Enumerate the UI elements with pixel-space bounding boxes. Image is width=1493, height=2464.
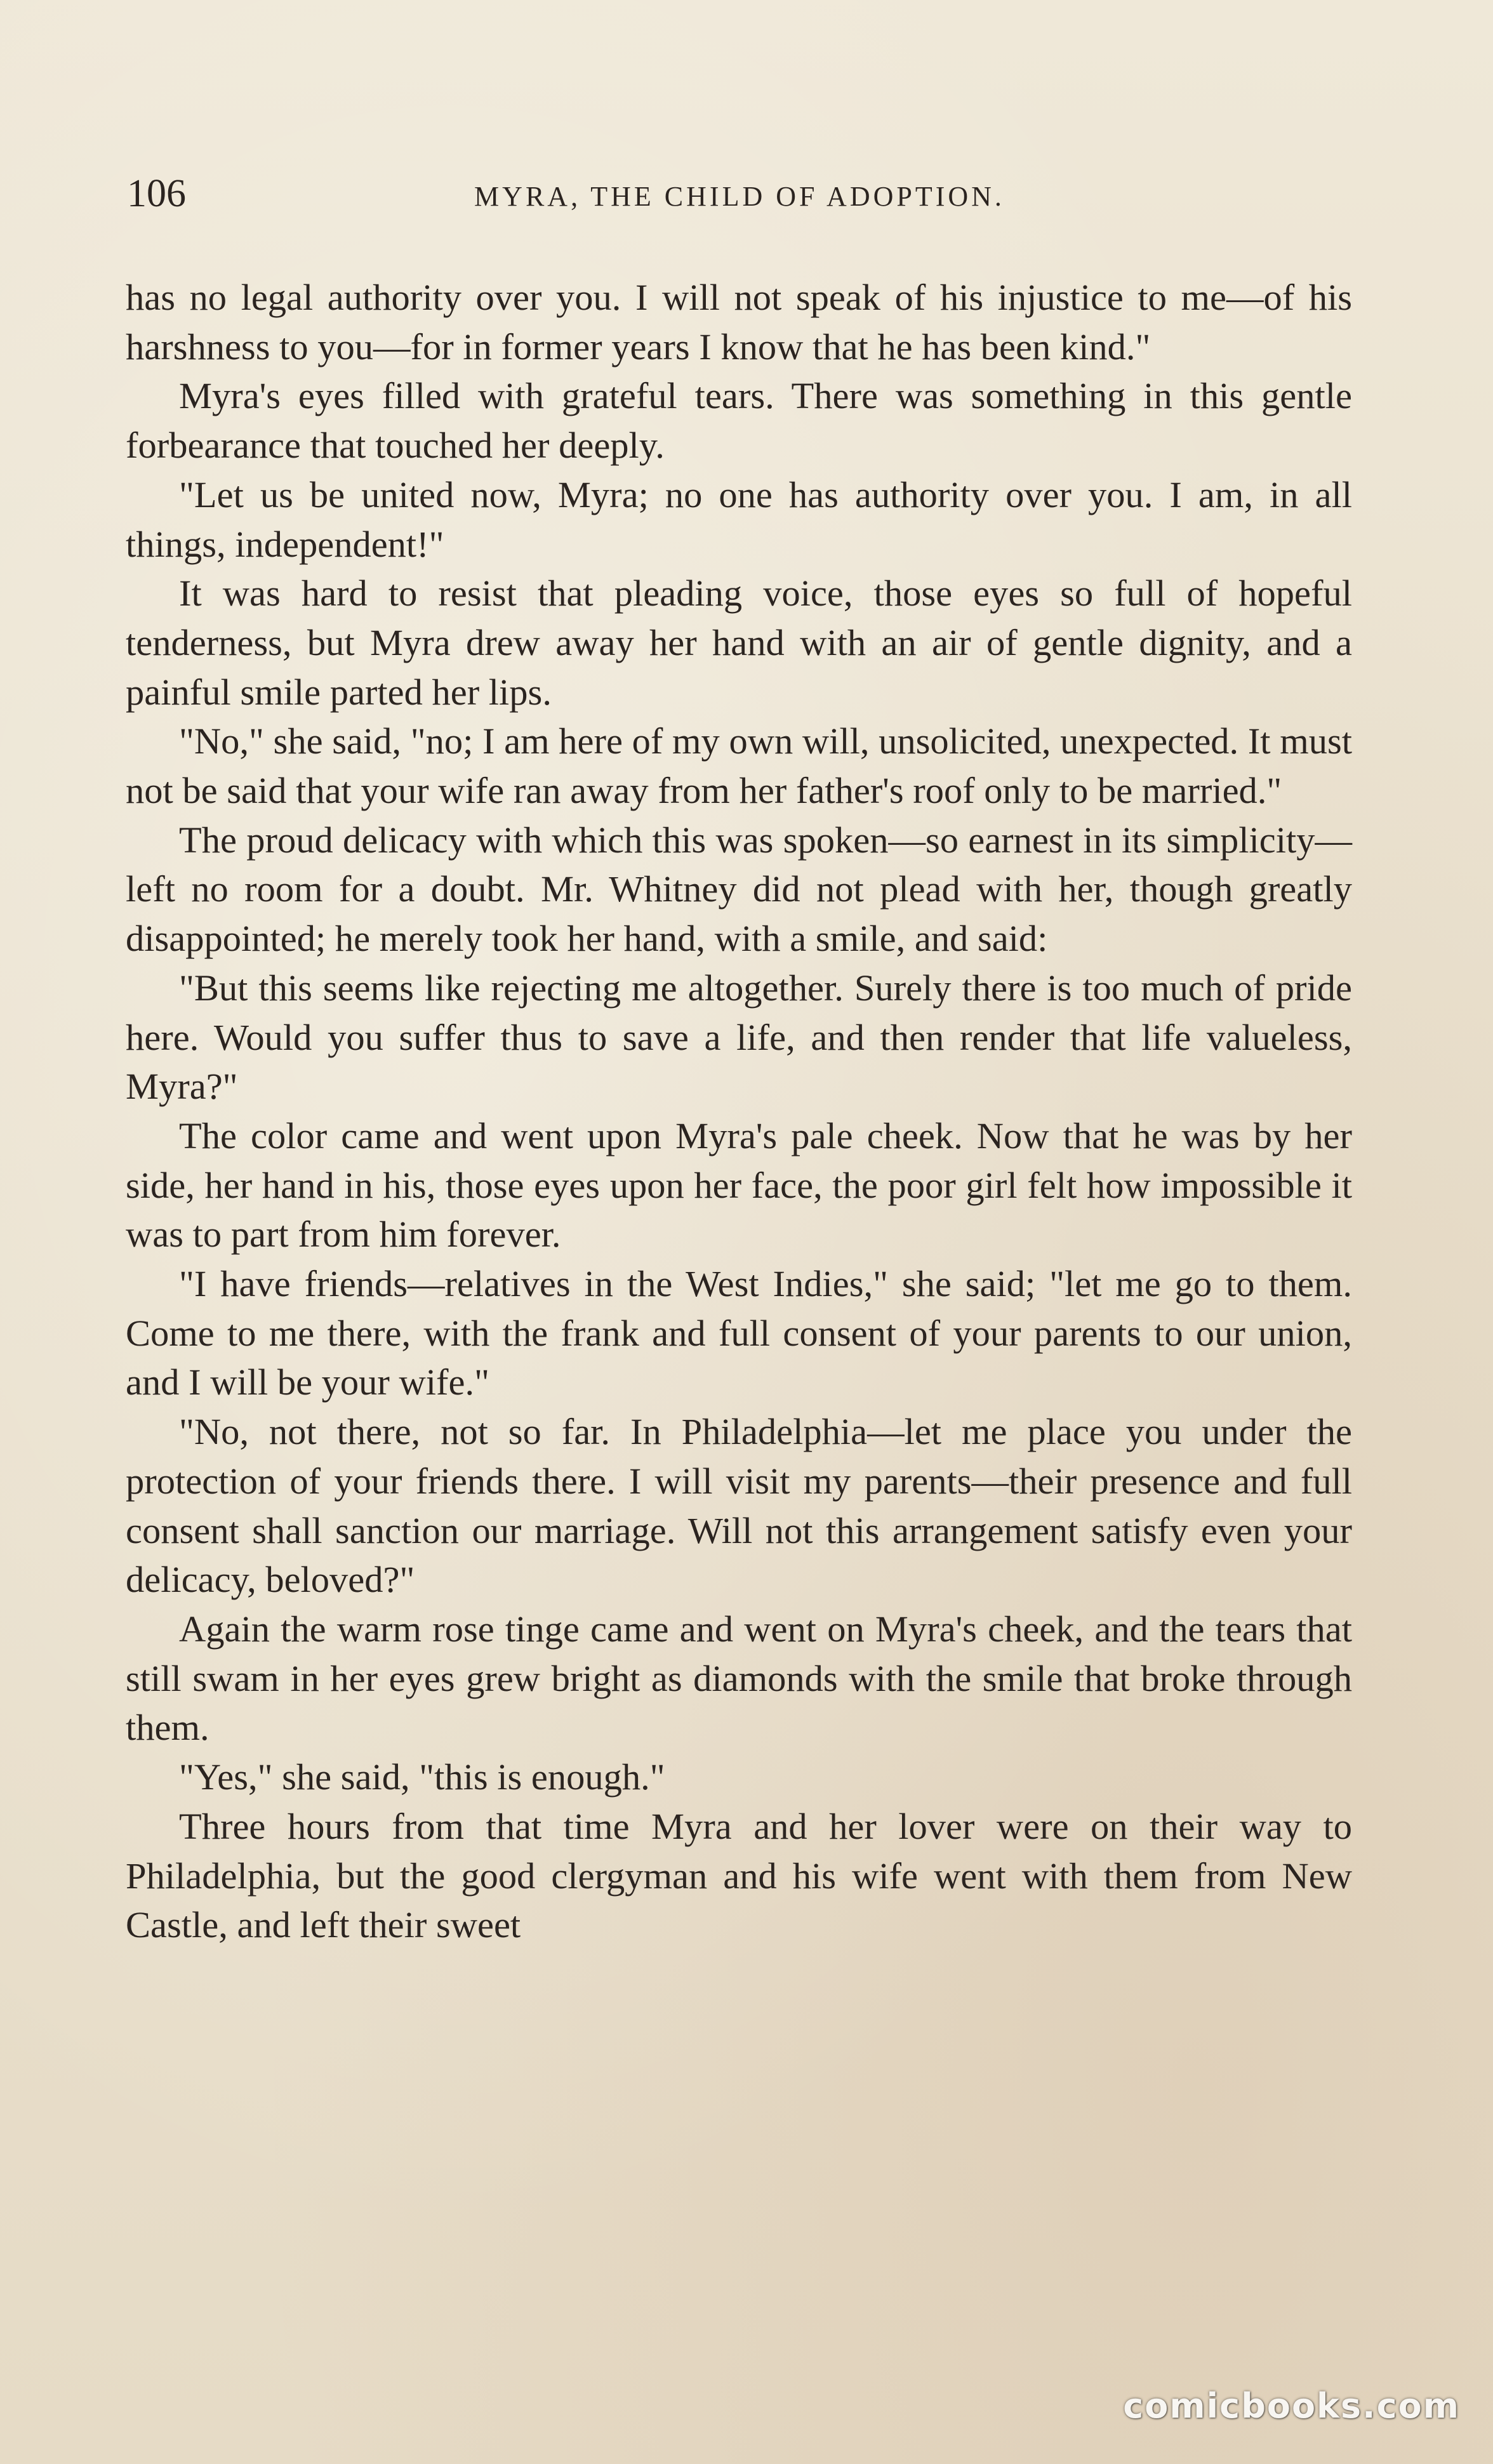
paragraph-11: Again the warm rose tinge came and went on Myra's cheek, and the tears that still swam in her eyes grew bright as diamonds with the smile that broke through them. [126, 1608, 1352, 1749]
running-title: MYRA, THE CHILD OF ADOPTION. [474, 181, 1005, 212]
paragraph-5: "No," she said, "no; I am here of my own will, unsolicited, unexpected. It must not be said that your wife ran away from her father's roof only to be married." [126, 720, 1352, 812]
body-text [126, 273, 1352, 1950]
paragraph-6: The proud delicacy with which this was spoken—so earnest in its simplicity—left no room for a doubt. Mr. Whitney did not plead with her, though greatly disappointed; he merely took her hand, with a smile, and said: [126, 819, 1352, 960]
running-head [127, 171, 1352, 229]
paragraph-3: "Let us be united now, Myra; no one has authority over you. I am, in all things, independent!" [126, 474, 1352, 565]
paragraph-10: "No, not there, not so far. In Philadelphia—let me place you under the protection of your friends there. I will visit my parents—their presence and full consent shall sanction our marriage. Will not this arrangement satisfy even your delicacy, beloved?" [126, 1411, 1352, 1601]
page-number: 106 [127, 172, 186, 215]
paragraph-9: "I have friends—relatives in the West Indies," she said; "let me go to them. Come to me there, with the frank and full consent of your parents to our union, and I will be your wife." [126, 1263, 1352, 1403]
paragraph-13: Three hours from that time Myra and her lover were on their way to Philadelphia, but the good clergyman and his wife went with them from New Castle, and left their sweet [126, 1805, 1352, 1946]
paragraph-7: "But this seems like rejecting me altogether. Surely there is too much of pride here. Would you suffer thus to save a life, and then render that life valueless, Myra?" [126, 967, 1352, 1108]
paragraph-2: Myra's eyes filled with grateful tears. There was something in this gentle forbearance that touched her deeply. [126, 375, 1352, 467]
paragraph-8: The color came and went upon Myra's pale cheek. Now that he was by her side, her hand in his, those eyes upon her face, the poor girl felt how impossible it was to part from him forever. [126, 1115, 1352, 1255]
paragraph-12: "Yes," she said, "this is enough." [179, 1756, 665, 1798]
paragraph-4: It was hard to resist that pleading voice, those eyes so full of hopeful tenderness, but Myra drew away her hand with an air of gentle dignity, and a painful smile parted her lips. [126, 573, 1352, 713]
watermark-logo: comicbooks.com [1123, 2386, 1460, 2426]
paragraph-1: has no legal authority over you. I will not speak of his injustice to me—of his harshness to you—for in former years I know that he has been kind." [126, 277, 1352, 368]
